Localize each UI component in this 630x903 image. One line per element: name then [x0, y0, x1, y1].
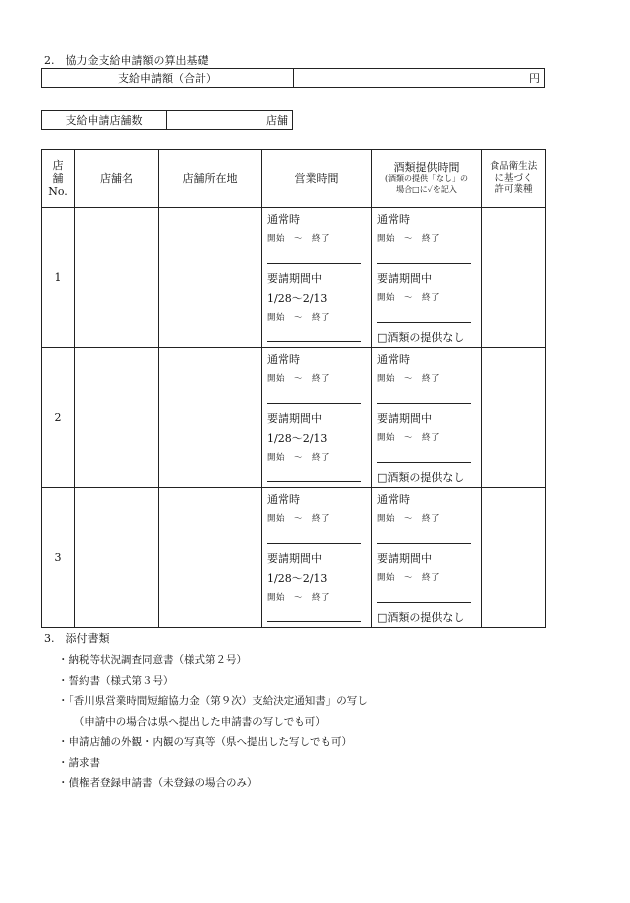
- no-alcohol-checkbox[interactable]: □酒類の提供なし: [377, 471, 465, 484]
- attachment-item: ・納税等状況調査同意書（様式第２号）: [58, 654, 247, 666]
- normal-alcohol-input-line[interactable]: [377, 543, 471, 544]
- business-hours-cell: [262, 348, 372, 488]
- permit-type-field[interactable]: [482, 348, 546, 488]
- normal-hours-input-line[interactable]: [267, 403, 361, 404]
- store-no: 2: [42, 348, 75, 488]
- normal-hours-label: 通常時: [377, 493, 410, 506]
- request-hours-input-line[interactable]: [267, 621, 361, 622]
- header-permit-type: [482, 150, 546, 208]
- store-table: [41, 149, 546, 628]
- start-end-label: 開始 ～ 終了: [267, 453, 331, 463]
- store-no: 3: [42, 488, 75, 628]
- permit-type-field[interactable]: [482, 208, 546, 348]
- normal-hours-input-line[interactable]: [267, 543, 361, 544]
- start-end-label: 開始 ～ 終了: [267, 514, 331, 524]
- start-end-label: 開始 ～ 終了: [377, 293, 441, 303]
- header-alcohol-note: (酒類の提供「なし」の 場合□に✓を記入: [384, 174, 469, 195]
- header-permit-text: 食品衛生法 に基づく 許可業種: [489, 161, 538, 196]
- store-count-label: 支給申請店舗数: [42, 111, 167, 130]
- total-amount-label: 支給申請額（合計）: [42, 69, 294, 88]
- start-end-label: 開始 ～ 終了: [377, 514, 441, 524]
- start-end-label: 開始 ～ 終了: [377, 234, 441, 244]
- request-alcohol-input-line[interactable]: [377, 322, 471, 323]
- store-location-field[interactable]: [159, 208, 262, 348]
- start-end-label: 開始 ～ 終了: [377, 573, 441, 583]
- normal-hours-label: 通常時: [267, 353, 300, 366]
- attachment-item: ・誓約書（様式第３号）: [58, 674, 174, 687]
- attachment-item: ・請求書: [58, 756, 100, 769]
- request-alcohol-input-line[interactable]: [377, 602, 471, 603]
- store-no: 1: [42, 208, 75, 348]
- request-period-label: 要請期間中: [267, 552, 322, 565]
- store-name-field[interactable]: [75, 488, 159, 628]
- request-alcohol-input-line[interactable]: [377, 462, 471, 463]
- normal-hours-label: 通常時: [267, 493, 300, 506]
- request-period-label: 要請期間中: [377, 272, 432, 285]
- store-name-field[interactable]: [75, 348, 159, 488]
- request-period-label: 要請期間中: [377, 552, 432, 565]
- permit-type-field[interactable]: [482, 488, 546, 628]
- header-alcohol-title: 酒類提供時間: [393, 161, 460, 175]
- header-store-name: 店舗名: [75, 150, 159, 208]
- no-alcohol-checkbox[interactable]: □酒類の提供なし: [377, 331, 465, 344]
- store-row: [42, 348, 546, 488]
- normal-hours-label: 通常時: [377, 353, 410, 366]
- total-amount-field[interactable]: 円: [294, 69, 545, 88]
- normal-hours-label: 通常時: [267, 213, 300, 226]
- start-end-label: 開始 ～ 終了: [377, 374, 441, 384]
- store-count-table: [41, 110, 293, 130]
- header-alcohol-hours: [372, 150, 482, 208]
- request-dates: 1/28～2/13: [267, 432, 328, 445]
- attachment-item: ・「香川県営業時間短縮協力金（第９次）支給決定通知書」の写し: [58, 695, 368, 707]
- request-period-label: 要請期間中: [267, 412, 322, 425]
- start-end-label: 開始 ～ 終了: [267, 374, 331, 384]
- store-name-field[interactable]: [75, 208, 159, 348]
- store-row: [42, 208, 546, 348]
- section-3-heading: 3. 添付書類: [44, 632, 110, 645]
- normal-hours-label: 通常時: [377, 213, 410, 226]
- request-hours-input-line[interactable]: [267, 481, 361, 482]
- start-end-label: 開始 ～ 終了: [377, 433, 441, 443]
- normal-alcohol-input-line[interactable]: [377, 263, 471, 264]
- section-2-heading: 2. 協力金支給申請額の算出基礎: [44, 54, 209, 67]
- no-alcohol-checkbox[interactable]: □酒類の提供なし: [377, 611, 465, 624]
- header-store-no: 店 舗 No.: [42, 150, 75, 208]
- request-dates: 1/28～2/13: [267, 292, 328, 305]
- header-store-location: 店舗所在地: [159, 150, 262, 208]
- store-location-field[interactable]: [159, 348, 262, 488]
- alcohol-hours-cell: [372, 348, 482, 488]
- attachment-item: （申請中の場合は県へ提出した申請書の写しでも可）: [58, 715, 326, 728]
- normal-hours-input-line[interactable]: [267, 263, 361, 264]
- alcohol-hours-cell: [372, 208, 482, 348]
- store-row: [42, 488, 546, 628]
- request-period-label: 要請期間中: [267, 272, 322, 285]
- attachment-item: ・債権者登録申請書（未登録の場合のみ）: [58, 777, 258, 789]
- request-dates: 1/28～2/13: [267, 572, 328, 585]
- normal-alcohol-input-line[interactable]: [377, 403, 471, 404]
- alcohol-hours-cell: [372, 488, 482, 628]
- store-location-field[interactable]: [159, 488, 262, 628]
- request-hours-input-line[interactable]: [267, 341, 361, 342]
- total-amount-table: [41, 68, 545, 88]
- request-period-label: 要請期間中: [377, 412, 432, 425]
- attachment-list: [58, 652, 368, 796]
- attachment-item: ・申請店舗の外観・内観の写真等（県へ提出した写しでも可）: [58, 736, 352, 748]
- start-end-label: 開始 ～ 終了: [267, 234, 331, 244]
- business-hours-cell: [262, 488, 372, 628]
- header-business-hours: 営業時間: [262, 150, 372, 208]
- business-hours-cell: [262, 208, 372, 348]
- store-count-field[interactable]: 店舗: [167, 111, 293, 130]
- start-end-label: 開始 ～ 終了: [267, 593, 331, 603]
- start-end-label: 開始 ～ 終了: [267, 313, 331, 323]
